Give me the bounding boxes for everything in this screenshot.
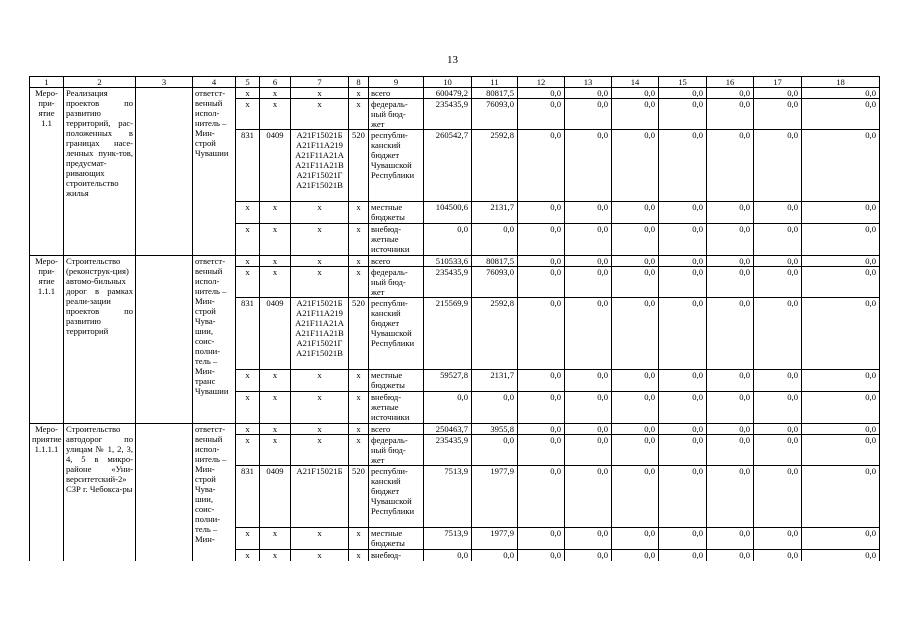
- executor-cell: ответст- венный испол- нитель – Мин- строй Чува- шии, соис- полни- тель – Мин-: [193, 424, 236, 561]
- budget-code: x: [260, 88, 291, 99]
- amount-cell: 0,0: [707, 224, 754, 256]
- amount-cell: 0,0: [754, 528, 802, 550]
- column-header: 12: [518, 77, 565, 88]
- amount-cell: 0,0: [707, 550, 754, 561]
- amount-cell: 0,0: [707, 99, 754, 130]
- amount-cell: 0,0: [707, 392, 754, 424]
- column-header: 5: [236, 77, 260, 88]
- budget-code: x: [260, 435, 291, 466]
- amount-cell: 0,0: [518, 466, 565, 528]
- budget-code: 520: [349, 298, 369, 370]
- budget-code: x: [291, 392, 349, 424]
- measure-number: Меро- при- ятие 1.1: [30, 88, 64, 256]
- amount-cell: 0,0: [802, 298, 880, 370]
- budget-code: x: [260, 550, 291, 561]
- budget-code: x: [236, 267, 260, 298]
- amount-cell: 0,0: [565, 466, 612, 528]
- column-header: 8: [349, 77, 369, 88]
- budget-code: x: [260, 224, 291, 256]
- column-header: 11: [472, 77, 518, 88]
- column-header: 6: [260, 77, 291, 88]
- budget-code: 0409: [260, 466, 291, 528]
- budget-code: x: [236, 435, 260, 466]
- executor-cell: ответст- венный испол- нитель – Мин- строй Чувашии: [193, 88, 236, 256]
- funding-source: республи- канский бюджет Чувашской Республики: [369, 466, 424, 528]
- amount-cell: 0,0: [754, 435, 802, 466]
- amount-cell: 0,0: [802, 130, 880, 202]
- amount-cell: 0,0: [802, 550, 880, 561]
- amount-cell: 260542,7: [424, 130, 472, 202]
- amount-cell: 0,0: [518, 392, 565, 424]
- budget-code: x: [349, 224, 369, 256]
- amount-cell: 215569,9: [424, 298, 472, 370]
- amount-cell: 2131,7: [472, 370, 518, 392]
- amount-cell: 0,0: [707, 528, 754, 550]
- budget-code: x: [291, 224, 349, 256]
- measure-number: Меро- при- ятие 1.1.1: [30, 256, 64, 424]
- budget-code: 520: [349, 466, 369, 528]
- budget-code: x: [236, 88, 260, 99]
- amount-cell: 0,0: [802, 202, 880, 224]
- amount-cell: 0,0: [565, 130, 612, 202]
- amount-cell: 0,0: [565, 550, 612, 561]
- budget-code: x: [349, 88, 369, 99]
- page-number: 13: [447, 54, 458, 66]
- amount-cell: 235435,9: [424, 267, 472, 298]
- amount-cell: 0,0: [612, 298, 659, 370]
- amount-cell: 1977,9: [472, 466, 518, 528]
- amount-cell: 0,0: [472, 392, 518, 424]
- budget-code: 0409: [260, 298, 291, 370]
- amount-cell: 510533,6: [424, 256, 472, 267]
- budget-code: x: [349, 435, 369, 466]
- funding-source: всего: [369, 88, 424, 99]
- budget-code: x: [236, 528, 260, 550]
- funding-source: местные бюджеты: [369, 202, 424, 224]
- column-header: 10: [424, 77, 472, 88]
- funding-source: федераль- ный бюд- жет: [369, 99, 424, 130]
- column-header: 18: [802, 77, 880, 88]
- budget-code: x: [349, 370, 369, 392]
- amount-cell: 0,0: [565, 88, 612, 99]
- budget-code: A21F15021Б: [291, 466, 349, 528]
- amount-cell: 0,0: [659, 130, 707, 202]
- amount-cell: 0,0: [754, 130, 802, 202]
- program-cell: [136, 424, 193, 561]
- program-cell: [136, 88, 193, 256]
- amount-cell: 0,0: [802, 256, 880, 267]
- amount-cell: 0,0: [518, 256, 565, 267]
- amount-cell: 0,0: [754, 392, 802, 424]
- amount-cell: 0,0: [612, 88, 659, 99]
- budget-code: x: [260, 256, 291, 267]
- amount-cell: 0,0: [659, 256, 707, 267]
- budget-code: x: [236, 392, 260, 424]
- table-row: [30, 88, 880, 99]
- amount-cell: 0,0: [802, 267, 880, 298]
- budget-code: A21F15021Б A21F11A219 A21F11A21A A21F11A21B A21F15021Г A21F15021B: [291, 298, 349, 370]
- budget-code: x: [236, 99, 260, 130]
- amount-cell: 0,0: [659, 370, 707, 392]
- amount-cell: 0,0: [518, 99, 565, 130]
- amount-cell: 2592,8: [472, 298, 518, 370]
- amount-cell: 0,0: [612, 550, 659, 561]
- amount-cell: 0,0: [754, 256, 802, 267]
- budget-code: 831: [236, 130, 260, 202]
- amount-cell: 0,0: [518, 130, 565, 202]
- budget-code: x: [291, 550, 349, 561]
- amount-cell: 0,0: [659, 99, 707, 130]
- table-row: [30, 424, 880, 435]
- budget-code: x: [260, 99, 291, 130]
- budget-code: x: [349, 550, 369, 561]
- amount-cell: 0,0: [802, 466, 880, 528]
- funding-source: внебюд- жетные источники: [369, 392, 424, 424]
- header-row: [30, 77, 880, 88]
- amount-cell: 0,0: [707, 88, 754, 99]
- amount-cell: 0,0: [565, 435, 612, 466]
- amount-cell: 235435,9: [424, 99, 472, 130]
- amount-cell: 0,0: [518, 202, 565, 224]
- amount-cell: 0,0: [565, 99, 612, 130]
- amount-cell: 0,0: [707, 435, 754, 466]
- budget-code: x: [291, 267, 349, 298]
- amount-cell: 0,0: [565, 392, 612, 424]
- amount-cell: 0,0: [565, 370, 612, 392]
- amount-cell: 0,0: [518, 267, 565, 298]
- amount-cell: 1977,9: [472, 528, 518, 550]
- amount-cell: 0,0: [707, 130, 754, 202]
- amount-cell: 0,0: [754, 298, 802, 370]
- amount-cell: 0,0: [424, 392, 472, 424]
- budget-code: x: [349, 424, 369, 435]
- amount-cell: 0,0: [518, 528, 565, 550]
- amount-cell: 0,0: [518, 424, 565, 435]
- column-header: 17: [754, 77, 802, 88]
- amount-cell: 0,0: [518, 88, 565, 99]
- budget-code: x: [260, 267, 291, 298]
- budget-code: 0409: [260, 130, 291, 202]
- amount-cell: 0,0: [565, 267, 612, 298]
- column-header: 14: [612, 77, 659, 88]
- budget-code: x: [349, 99, 369, 130]
- amount-cell: 0,0: [754, 370, 802, 392]
- budget-code: x: [349, 392, 369, 424]
- amount-cell: 0,0: [518, 224, 565, 256]
- amount-cell: 0,0: [612, 256, 659, 267]
- funding-source: внебюд- жетные источники: [369, 224, 424, 256]
- budget-code: x: [291, 424, 349, 435]
- budget-code: x: [349, 256, 369, 267]
- budget-code: x: [291, 370, 349, 392]
- budget-code: x: [236, 424, 260, 435]
- funding-source: всего: [369, 424, 424, 435]
- amount-cell: 0,0: [659, 528, 707, 550]
- amount-cell: 0,0: [518, 370, 565, 392]
- amount-cell: 0,0: [802, 224, 880, 256]
- funding-source: местные бюджеты: [369, 528, 424, 550]
- amount-cell: 0,0: [707, 424, 754, 435]
- amount-cell: 0,0: [754, 267, 802, 298]
- amount-cell: 80817,5: [472, 256, 518, 267]
- amount-cell: 59527,8: [424, 370, 472, 392]
- column-header: 13: [565, 77, 612, 88]
- amount-cell: 0,0: [754, 202, 802, 224]
- amount-cell: 0,0: [659, 298, 707, 370]
- table-row: [30, 256, 880, 267]
- budget-code: x: [291, 202, 349, 224]
- amount-cell: 0,0: [565, 298, 612, 370]
- amount-cell: 0,0: [659, 392, 707, 424]
- column-header: 9: [369, 77, 424, 88]
- amount-cell: 0,0: [754, 466, 802, 528]
- measure-number: Меро- приятие 1.1.1.1: [30, 424, 64, 561]
- amount-cell: 0,0: [518, 435, 565, 466]
- executor-cell: ответст- венный испол- нитель – Мин- строй Чува- шии, соис- полни- тель – Мин- транс Чувашии: [193, 256, 236, 424]
- amount-cell: 0,0: [612, 202, 659, 224]
- amount-cell: 0,0: [707, 267, 754, 298]
- budget-code: x: [291, 256, 349, 267]
- amount-cell: 0,0: [754, 550, 802, 561]
- amount-cell: 0,0: [707, 202, 754, 224]
- amount-cell: 0,0: [612, 224, 659, 256]
- budget-code: 520: [349, 130, 369, 202]
- amount-cell: 0,0: [612, 435, 659, 466]
- column-header: 15: [659, 77, 707, 88]
- funding-source: федераль- ный бюд- жет: [369, 435, 424, 466]
- budget-code: x: [260, 528, 291, 550]
- column-header: 16: [707, 77, 754, 88]
- column-header: 2: [64, 77, 136, 88]
- budget-code: 831: [236, 466, 260, 528]
- amount-cell: 3955,8: [472, 424, 518, 435]
- amount-cell: 0,0: [565, 528, 612, 550]
- amount-cell: 0,0: [659, 224, 707, 256]
- budget-code: x: [349, 528, 369, 550]
- measure-title: Реализация проектов по развитию территорий, рас-положенных в границах насе-ленных пунк-тов, предусмат-ривающих строительство жилья: [64, 88, 136, 256]
- amount-cell: 0,0: [472, 435, 518, 466]
- amount-cell: 0,0: [802, 435, 880, 466]
- amount-cell: 0,0: [472, 224, 518, 256]
- column-header: 3: [136, 77, 193, 88]
- funding-source: внебюд-: [369, 550, 424, 561]
- funding-source: всего: [369, 256, 424, 267]
- amount-cell: 0,0: [659, 466, 707, 528]
- amount-cell: 0,0: [802, 370, 880, 392]
- amount-cell: 0,0: [659, 267, 707, 298]
- amount-cell: 0,0: [565, 202, 612, 224]
- budget-code: x: [236, 256, 260, 267]
- amount-cell: 0,0: [612, 528, 659, 550]
- amount-cell: 80817,5: [472, 88, 518, 99]
- amount-cell: 0,0: [565, 256, 612, 267]
- amount-cell: 0,0: [802, 528, 880, 550]
- amount-cell: 0,0: [612, 267, 659, 298]
- amount-cell: 0,0: [802, 99, 880, 130]
- amount-cell: 0,0: [754, 88, 802, 99]
- budget-code: x: [349, 202, 369, 224]
- budget-code: x: [260, 424, 291, 435]
- budget-code: 831: [236, 298, 260, 370]
- amount-cell: 0,0: [612, 130, 659, 202]
- funding-source: местные бюджеты: [369, 370, 424, 392]
- amount-cell: 0,0: [707, 298, 754, 370]
- amount-cell: 0,0: [707, 256, 754, 267]
- amount-cell: 0,0: [754, 99, 802, 130]
- amount-cell: 0,0: [565, 224, 612, 256]
- amount-cell: 600479,2: [424, 88, 472, 99]
- budget-code: x: [236, 370, 260, 392]
- funding-source: федераль- ный бюд- жет: [369, 267, 424, 298]
- amount-cell: 0,0: [518, 298, 565, 370]
- amount-cell: 0,0: [707, 370, 754, 392]
- budget-code: x: [349, 267, 369, 298]
- funding-source: республи- канский бюджет Чувашской Республики: [369, 298, 424, 370]
- amount-cell: 76093,0: [472, 267, 518, 298]
- amount-cell: 0,0: [565, 424, 612, 435]
- amount-cell: 0,0: [612, 370, 659, 392]
- amount-cell: 7513,9: [424, 466, 472, 528]
- budget-code: x: [260, 370, 291, 392]
- amount-cell: 0,0: [424, 550, 472, 561]
- amount-cell: 0,0: [707, 466, 754, 528]
- budget-code: x: [236, 202, 260, 224]
- measure-title: Строительство автодорог по улицам № 1, 2, 3, 4, 5 в микро-районе «Уни-верситетский-2» СЗР г. Чебокса-ры: [64, 424, 136, 561]
- budget-code: x: [291, 99, 349, 130]
- amount-cell: 0,0: [754, 224, 802, 256]
- funding-source: республи- канский бюджет Чувашской Республики: [369, 130, 424, 202]
- amount-cell: 0,0: [518, 550, 565, 561]
- amount-cell: 2131,7: [472, 202, 518, 224]
- budget-code: A21F15021Б A21F11A219 A21F11A21A A21F11A21B A21F15021Г A21F15021B: [291, 130, 349, 202]
- budget-code: x: [260, 392, 291, 424]
- budget-code: x: [291, 528, 349, 550]
- amount-cell: 250463,7: [424, 424, 472, 435]
- amount-cell: 0,0: [612, 466, 659, 528]
- amount-cell: 0,0: [659, 88, 707, 99]
- amount-cell: 0,0: [659, 435, 707, 466]
- column-header: 4: [193, 77, 236, 88]
- measure-title: Строительство (реконструк-ция) автомо-бильных дорог в рамках реали-зации проектов по развитию территорий: [64, 256, 136, 424]
- amount-cell: 104500,6: [424, 202, 472, 224]
- budget-code: x: [236, 224, 260, 256]
- amount-cell: 0,0: [802, 392, 880, 424]
- amount-cell: 0,0: [802, 88, 880, 99]
- amount-cell: 0,0: [612, 99, 659, 130]
- amount-cell: 0,0: [612, 392, 659, 424]
- amount-cell: 0,0: [802, 424, 880, 435]
- amount-cell: 0,0: [754, 424, 802, 435]
- program-cell: [136, 256, 193, 424]
- budget-code: x: [291, 435, 349, 466]
- budget-table: [29, 76, 880, 561]
- budget-code: x: [291, 88, 349, 99]
- amount-cell: 0,0: [659, 550, 707, 561]
- amount-cell: 0,0: [472, 550, 518, 561]
- amount-cell: 0,0: [424, 224, 472, 256]
- column-header: 7: [291, 77, 349, 88]
- amount-cell: 0,0: [659, 424, 707, 435]
- amount-cell: 0,0: [659, 202, 707, 224]
- amount-cell: 0,0: [612, 424, 659, 435]
- column-header: 1: [30, 77, 64, 88]
- budget-code: x: [260, 202, 291, 224]
- budget-code: x: [236, 550, 260, 561]
- amount-cell: 7513,9: [424, 528, 472, 550]
- amount-cell: 76093,0: [472, 99, 518, 130]
- amount-cell: 2592,8: [472, 130, 518, 202]
- amount-cell: 235435,9: [424, 435, 472, 466]
